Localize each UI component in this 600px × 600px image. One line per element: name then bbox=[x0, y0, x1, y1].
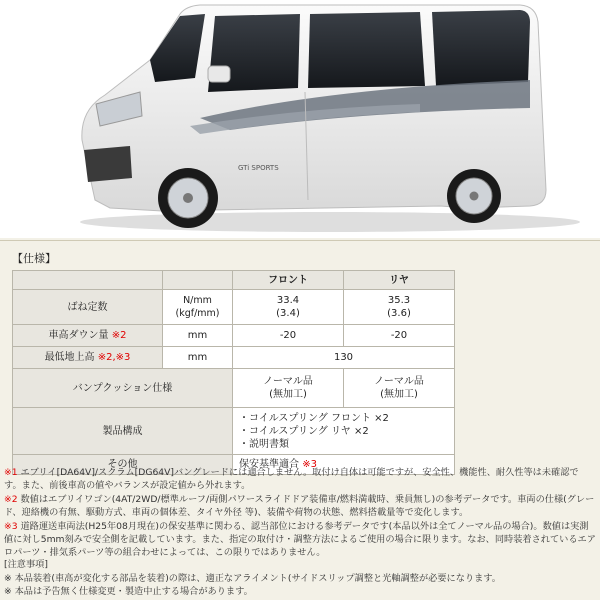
caution-block bbox=[4, 558, 596, 599]
van-illustration bbox=[0, 0, 600, 238]
footnote-3-text: 道路運送車両法(H25年08月現在)の保安基準に関わる、認当部位における参考データです(本品以外は全てノーマル品の場合)。数値は実測値に対し5mm刻みで安全側を記載しています。また、指定の取付け・調整方法によるご使用の場合に限ります。なお、同時装着されているエアロパーツ・排気系パーツ等の組合わせによっては、この限りではありません。 bbox=[4, 520, 596, 559]
header-front: フロント bbox=[233, 271, 344, 290]
caution-item-1: ※ 本品装着(車高が変化する部品を装着)の際は、適正なアライメント(サイドスリップ調整と光軸調整が必要になります。 bbox=[4, 572, 501, 584]
caution-item-2: ※ 本品は予告無く仕様変更・製造中止する場合があります。 bbox=[4, 586, 253, 597]
label-other: その他 bbox=[13, 455, 233, 475]
footnote-2-mark: ※2 bbox=[4, 493, 18, 505]
contents-item-1-text: ・コイルスプリング フロント bbox=[239, 412, 371, 424]
spec-table bbox=[12, 270, 455, 475]
caution-title: [注意事項] bbox=[4, 559, 48, 570]
contents-item-2 bbox=[239, 425, 452, 438]
label-ground-clearance bbox=[13, 347, 163, 369]
contents-item-1 bbox=[239, 412, 452, 425]
value-spring-rear-n: 35.3 bbox=[387, 295, 411, 306]
value-bump-front bbox=[233, 369, 344, 408]
header-rear: リヤ bbox=[344, 271, 455, 290]
badge-text: GTi SPORTS bbox=[238, 164, 279, 172]
value-spring-front-n: 33.4 bbox=[276, 295, 300, 306]
footnote-1-text: エブリイ[DA64V]/スクラム[DG64V]バングレードには適合しません。取付け自体は可能ですが、安全性、機能性、耐久性等は未確認です。また、前後車高の値やバランスが設定値から外れます。 bbox=[4, 467, 579, 492]
label-bump-cushion: バンプクッション仕様 bbox=[13, 369, 233, 408]
value-ground-clearance: 130 bbox=[233, 347, 455, 369]
value-contents bbox=[233, 408, 455, 455]
section-title: 【仕様】 bbox=[12, 252, 56, 265]
label-spring-rate: ばね定数 bbox=[13, 290, 163, 325]
section-divider bbox=[0, 240, 600, 241]
row-contents bbox=[13, 408, 455, 455]
unit-spring-rate-kgf: (kgf/mm) bbox=[175, 308, 220, 319]
label-ground-clearance-text: 最低地上高 bbox=[44, 352, 95, 363]
row-ground-clearance bbox=[13, 347, 455, 369]
note-mark-2: ※2 bbox=[111, 330, 127, 341]
value-lowering-front: -20 bbox=[233, 325, 344, 347]
value-spring-rear-kgf: (3.6) bbox=[387, 308, 411, 319]
contents-item-3: ・説明書類 bbox=[239, 438, 289, 450]
header-blank-unit bbox=[163, 271, 233, 290]
note-mark-2-3: ※2,※3 bbox=[97, 352, 131, 363]
row-lowering bbox=[13, 325, 455, 347]
value-spring-rate-front bbox=[233, 290, 344, 325]
contents-item-2-text: ・コイルスプリング リヤ bbox=[239, 425, 351, 437]
footnote-2-text: 数値はエブリイワゴン(4AT/2WD/標準ルーフ/両側パワースライドドア装備車/燃料満載時、乗員無し)の参考データです。車両の仕様(グレード、迎絡機の有無、駆動方式、車両の個体差、タイヤ外径 等)、装備や荷物の状態、燃料搭載量等で変化します。 bbox=[4, 493, 595, 519]
spec-header-row bbox=[13, 271, 455, 290]
footnote-3 bbox=[4, 520, 596, 560]
value-spring-rate-rear bbox=[344, 290, 455, 325]
contents-item-1-qty: ×2 bbox=[374, 412, 389, 424]
label-lowering bbox=[13, 325, 163, 347]
footnote-3-mark: ※3 bbox=[4, 520, 18, 532]
note-mark-3: ※3 bbox=[302, 459, 317, 470]
footnotes bbox=[4, 466, 596, 560]
label-contents: 製品構成 bbox=[13, 408, 233, 455]
row-bump-cushion bbox=[13, 369, 455, 408]
value-spring-front-kgf: (3.4) bbox=[276, 308, 300, 319]
footnote-1-mark: ※1 bbox=[4, 467, 18, 478]
header-blank bbox=[13, 271, 163, 290]
footnote-1 bbox=[4, 466, 596, 493]
value-bump-front-1: ノーマル品 bbox=[263, 376, 313, 387]
unit-ground-clearance: mm bbox=[163, 347, 233, 369]
value-bump-rear-1: ノーマル品 bbox=[374, 376, 424, 387]
unit-lowering: mm bbox=[163, 325, 233, 347]
value-bump-rear bbox=[344, 369, 455, 408]
value-other-text: 保安基準適合 bbox=[239, 459, 299, 470]
footnote-2 bbox=[4, 493, 596, 520]
unit-spring-rate bbox=[163, 290, 233, 325]
value-bump-rear-2: (無加工) bbox=[380, 389, 418, 400]
row-spring-rate bbox=[13, 290, 455, 325]
value-lowering-rear: -20 bbox=[344, 325, 455, 347]
value-bump-front-2: (無加工) bbox=[269, 389, 307, 400]
contents-item-2-qty: ×2 bbox=[353, 425, 369, 437]
label-lowering-text: 車高ダウン量 bbox=[48, 330, 109, 341]
unit-spring-rate-n: N/mm bbox=[183, 295, 212, 306]
product-photo bbox=[0, 0, 600, 238]
